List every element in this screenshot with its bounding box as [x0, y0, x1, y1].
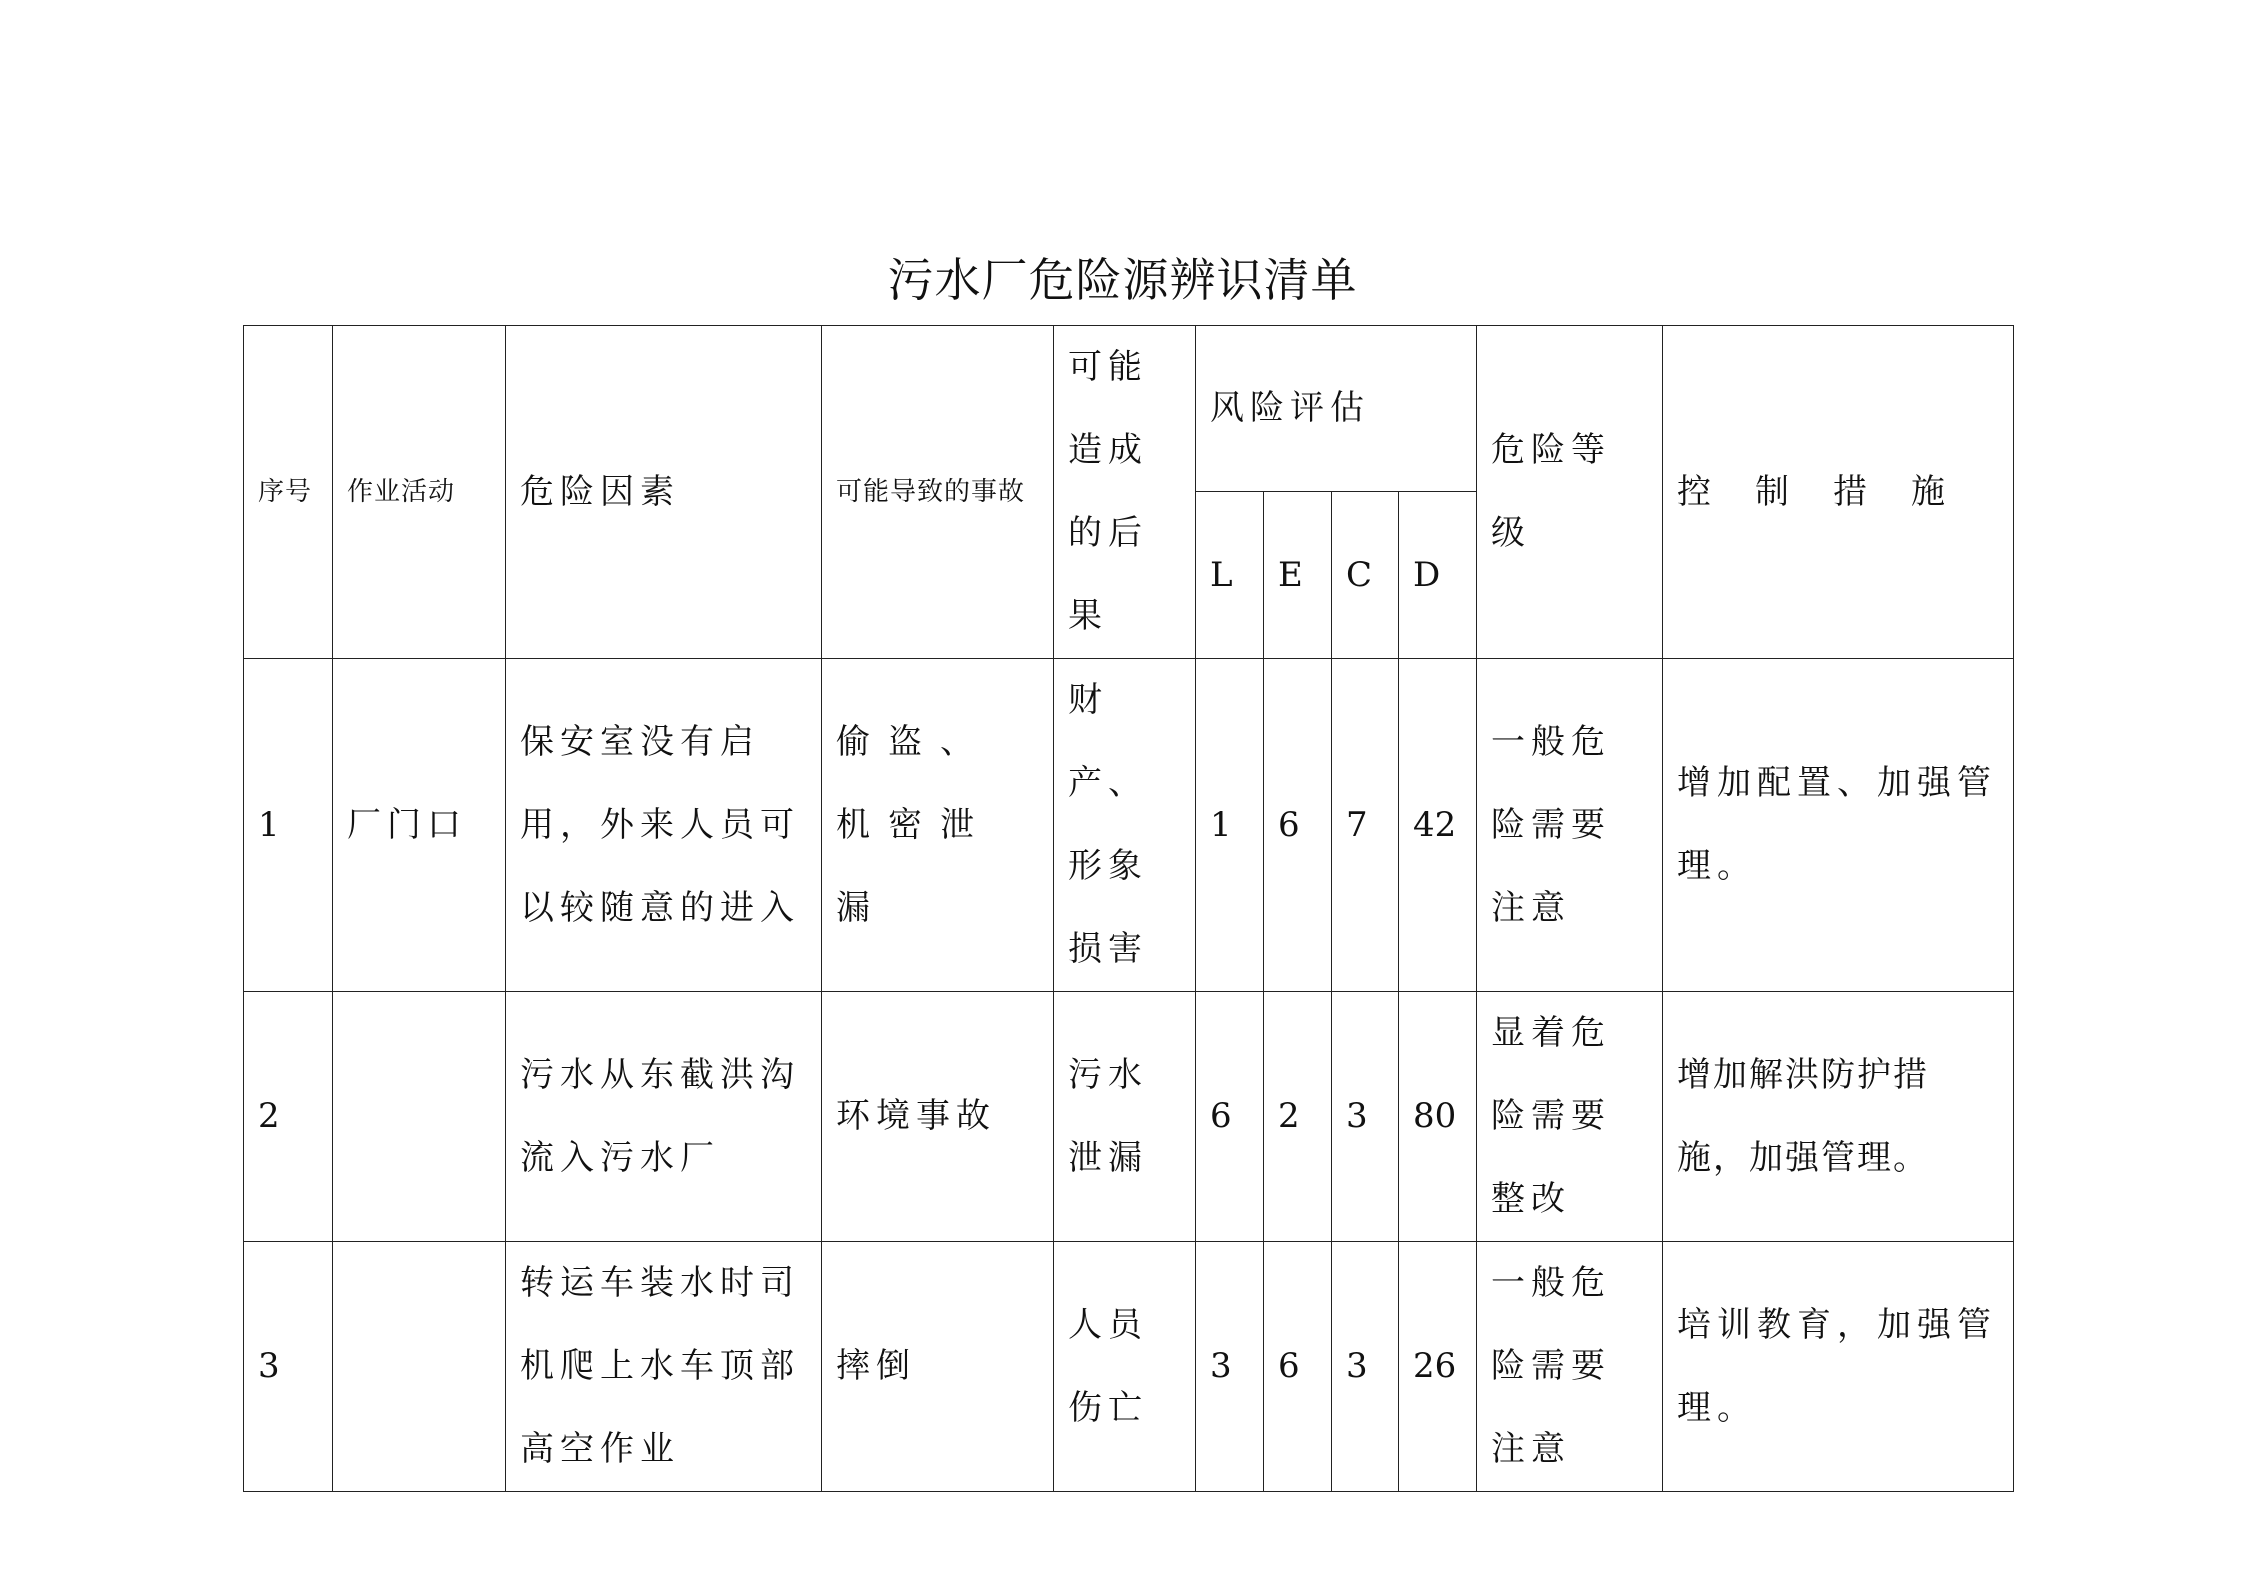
cell-control: 培训教育，加强管理。 — [1663, 1242, 2014, 1492]
cell-E: 2 — [1264, 992, 1332, 1242]
cell-hazard: 污水从东截洪沟流入污水厂 — [506, 992, 822, 1242]
header-seq: 序号 — [244, 326, 333, 659]
cell-control: 增加解洪防护措施，加强管理。 — [1663, 992, 2014, 1242]
cell-C: 7 — [1332, 659, 1399, 992]
cell-activity — [333, 992, 506, 1242]
cell-D: 26 — [1399, 1242, 1477, 1492]
cell-E: 6 — [1264, 659, 1332, 992]
header-D: D — [1399, 492, 1477, 659]
header-L: L — [1196, 492, 1264, 659]
header-C: C — [1332, 492, 1399, 659]
cell-C: 3 — [1332, 1242, 1399, 1492]
cell-hazard: 保安室没有启用，外来人员可以较随意的进入 — [506, 659, 822, 992]
cell-activity — [333, 1242, 506, 1492]
document-title: 污水厂危险源辨识清单 — [887, 253, 1358, 307]
cell-E: 6 — [1264, 1242, 1332, 1492]
cell-consequence: 污水泄漏 — [1054, 992, 1196, 1242]
header-E: E — [1264, 492, 1332, 659]
cell-seq: 2 — [244, 992, 333, 1242]
table-row — [244, 1242, 2014, 1492]
cell-activity: 厂门口 — [333, 659, 506, 992]
header-consequence: 可能造成的后果 — [1054, 326, 1196, 659]
cell-consequence: 财产、形象损害 — [1054, 659, 1196, 992]
cell-seq: 1 — [244, 659, 333, 992]
cell-seq: 3 — [244, 1242, 333, 1492]
cell-L: 3 — [1196, 1242, 1264, 1492]
header-control: 控制措施 — [1663, 326, 2014, 659]
cell-consequence: 人员伤亡 — [1054, 1242, 1196, 1492]
cell-D: 42 — [1399, 659, 1477, 992]
header-level: 危险等级 — [1477, 326, 1663, 659]
cell-accident: 偷盗、机密泄漏 — [822, 659, 1054, 992]
cell-level: 一般危险需要注意 — [1477, 1242, 1663, 1492]
cell-C: 3 — [1332, 992, 1399, 1242]
table-row — [244, 659, 2014, 992]
cell-level: 一般危险需要注意 — [1477, 659, 1663, 992]
header-risk-assessment: 风险评估 — [1196, 326, 1477, 492]
cell-level: 显着危险需要整改 — [1477, 992, 1663, 1242]
hazard-table — [243, 325, 2014, 1492]
table-row — [244, 992, 2014, 1242]
table-header-row — [244, 326, 2014, 492]
header-hazard: 危险因素 — [506, 326, 822, 659]
cell-control: 增加配置、加强管理。 — [1663, 659, 2014, 992]
cell-L: 6 — [1196, 992, 1264, 1242]
header-activity: 作业活动 — [333, 326, 506, 659]
cell-accident: 环境事故 — [822, 992, 1054, 1242]
header-accident: 可能导致的事故 — [822, 326, 1054, 659]
cell-L: 1 — [1196, 659, 1264, 992]
cell-hazard: 转运车装水时司机爬上水车顶部高空作业 — [506, 1242, 822, 1492]
cell-D: 80 — [1399, 992, 1477, 1242]
cell-accident: 摔倒 — [822, 1242, 1054, 1492]
